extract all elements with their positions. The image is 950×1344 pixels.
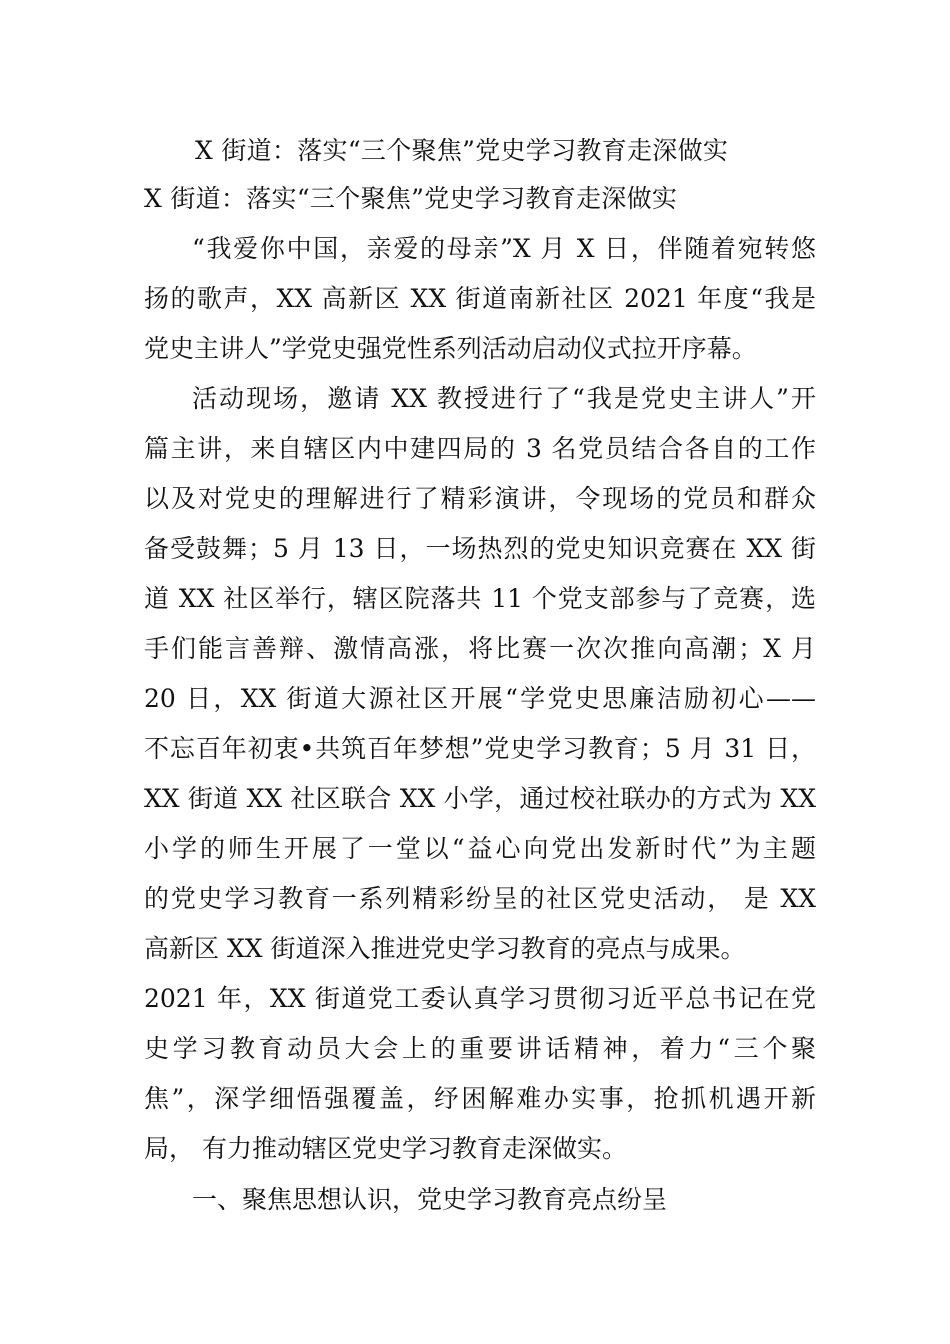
text-line: XX 街道 XX 社区联合 XX 小学，通过校社联办的方式为 XX — [144, 784, 816, 813]
text-line: 以及对党史的理解进行了精彩演讲，令现场的党员和群众 — [144, 484, 816, 513]
text-line: 20 日，XX 街道大源社区开展“学党史思廉洁励初心—— — [144, 684, 816, 713]
text-line: 党史主讲人”学党史强党性系列活动启动仪式拉开序幕。 — [144, 334, 757, 363]
text-line: 小学的师生开展了一堂以“益心向党出发新时代”为主题 — [144, 834, 816, 863]
text-line: 焦”，深学细悟强覆盖，纾困解难办实事，抢抓机遇开新 — [144, 1084, 816, 1113]
text-line: 扬的歌声，XX 高新区 XX 街道南新社区 2021 年度“我是 — [144, 284, 816, 313]
paragraph-2 — [144, 374, 816, 1174]
paragraph-1 — [144, 224, 816, 374]
text-line: “我爱你中国，亲爱的母亲”X 月 X 日，伴随着宛转悠 — [192, 234, 816, 263]
text-line: 篇主讲，来自辖区内中建四局的 3 名党员结合各自的工作 — [144, 434, 816, 463]
text-line: 局， 有力推动辖区党史学习教育走深做实。 — [144, 1134, 627, 1163]
document-subtitle: X 街道：落实“三个聚焦”党史学习教育走深做实 — [144, 184, 678, 213]
text-line: 不忘百年初衷•共筑百年梦想”党史学习教育；5 月 31 日， — [144, 734, 816, 763]
text-line: 备受鼓舞；5 月 13 日，一场热烈的党史知识竞赛在 XX 街 — [144, 534, 816, 563]
text-line: 道 XX 社区举行，辖区院落共 11 个党支部参与了竞赛，选 — [144, 584, 816, 613]
text-line: 高新区 XX 街道深入推进党史学习教育的亮点与成果。 — [144, 934, 746, 963]
text-line: 手们能言善辩、激情高涨，将比赛一次次推向高潮；X 月 — [144, 634, 816, 663]
document-title: X 街道：落实“三个聚焦”党史学习教育走深做实 — [195, 136, 729, 165]
text-line: 2021 年，XX 街道党工委认真学习贯彻习近平总书记在党 — [144, 984, 816, 1013]
text-line: 史学习教育动员大会上的重要讲话精神，着力“三个聚 — [144, 1034, 816, 1063]
text-line: 活动现场，邀请 XX 教授进行了“我是党史主讲人”开 — [192, 384, 816, 413]
text-line: 的党史学习教育一系列精彩纷呈的社区党史活动， 是 XX — [144, 884, 816, 913]
section-heading: 一、聚焦思想认识，党史学习教育亮点纷呈 — [192, 1185, 668, 1214]
